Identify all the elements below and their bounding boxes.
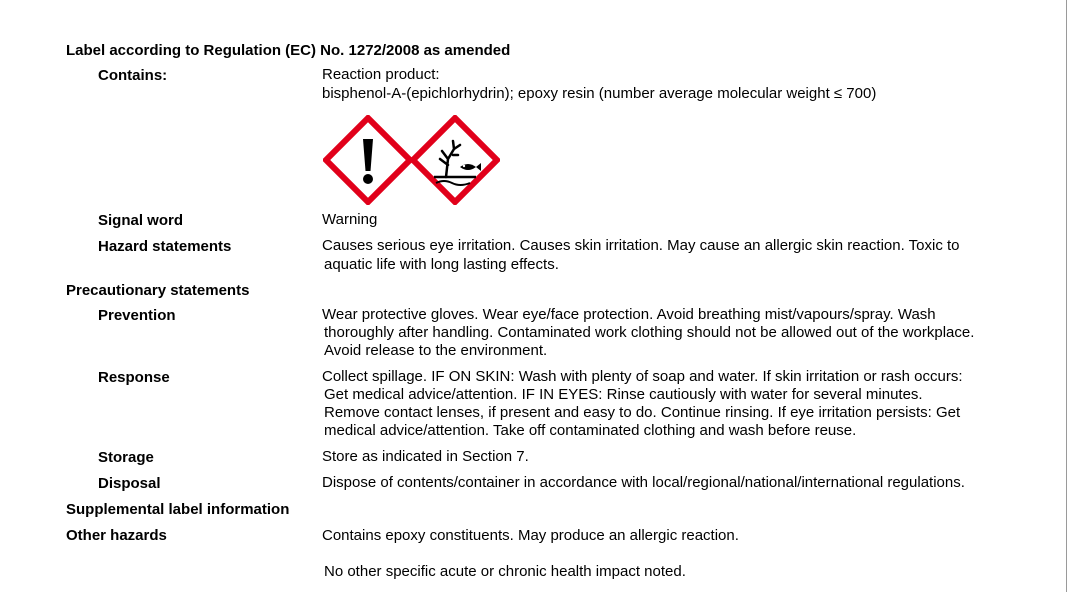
other-hazards-line-1: Contains epoxy constituents. May produce an allergic reaction. <box>322 527 739 544</box>
exclamation-mark-icon <box>323 115 413 205</box>
response-label: Response <box>98 369 170 386</box>
hazard-statements-line-2: aquatic life with long lasting effects. <box>324 256 559 273</box>
disposal-label: Disposal <box>98 475 161 492</box>
precautionary-heading: Precautionary statements <box>66 282 250 299</box>
storage-label: Storage <box>98 449 154 466</box>
contains-line-1: Reaction product: <box>322 66 440 83</box>
prevention-line-3: Avoid release to the environment. <box>324 342 548 359</box>
response-line-3: Remove contact lenses, if present and easy to do. Continue rinsing. If eye irritation persists: Get <box>324 404 961 421</box>
environment-icon <box>410 115 500 205</box>
signal-word-value: Warning <box>322 211 378 228</box>
contains-label: Contains: <box>98 67 168 84</box>
response-line-2: Get medical advice/attention. IF IN EYES: Rinse cautiously with water for several minutes. <box>324 386 923 403</box>
prevention-line-2: thoroughly after handling. Contaminated work clothing should not be allowed out of the workplace. <box>324 324 975 341</box>
signal-word-label: Signal word <box>98 212 184 229</box>
response-line-1: Collect spillage. IF ON SKIN: Wash with plenty of soap and water. If skin irritation or rash occurs: <box>322 368 963 385</box>
storage-value: Store as indicated in Section 7. <box>322 448 529 465</box>
other-hazards-label: Other hazards <box>66 527 167 544</box>
hazard-statements-line-1: Causes serious eye irritation. Causes skin irritation. May cause an allergic skin reaction. Toxic to <box>322 237 960 254</box>
disposal-value: Dispose of contents/container in accordance with local/regional/national/international regulations. <box>322 474 965 491</box>
response-line-4: medical advice/attention. Take off contaminated clothing and wash before reuse. <box>324 422 857 439</box>
contains-line-2: bisphenol-A-(epichlorhydrin); epoxy resin (number average molecular weight ≤ 700) <box>322 85 877 102</box>
hazard-statements-label: Hazard statements <box>98 238 232 255</box>
prevention-line-1: Wear protective gloves. Wear eye/face protection. Avoid breathing mist/vapours/spray. Wash <box>322 306 936 323</box>
other-hazards-line-2: No other specific acute or chronic health impact noted. <box>324 563 686 580</box>
supplemental-heading: Supplemental label information <box>66 501 290 518</box>
prevention-label: Prevention <box>98 307 176 324</box>
section-title: Label according to Regulation (EC) No. 1272/2008 as amended <box>66 42 511 59</box>
